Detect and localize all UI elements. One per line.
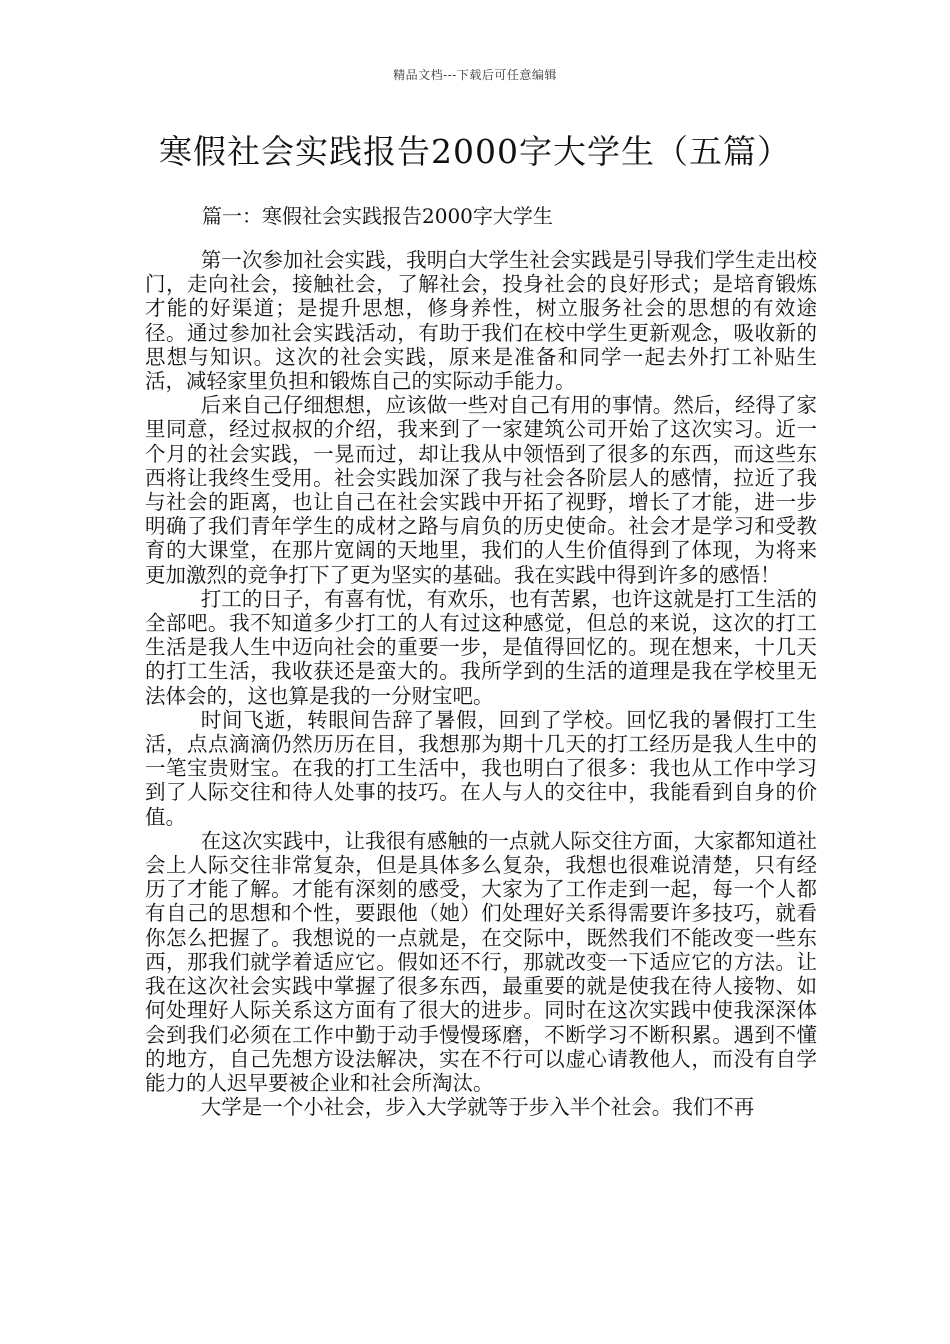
header-note: 精品文档---下载后可任意编辑 (393, 68, 557, 82)
paragraph: 时间飞逝，转眼间告辞了暑假，回到了学校。回忆我的暑假打工生活，点点滴滴仍然历历在目，我想那为期十几天的打工经历是我人生中的一笔宝贵财宝。在我的打工生活中，我也明白了很多：我也从工作中学习到了人际交往和待人处事的技巧。在人与人的交往中，我能看到自身的价值。 (145, 707, 817, 829)
section-title: 篇一：寒假社会实践报告2000字大学生 (202, 204, 553, 228)
paragraph: 第一次参加社会实践，我明白大学生社会实践是引导我们学生走出校门，走向社会，接触社会，了解社会，投身社会的良好形式；是培育锻炼才能的好渠道；是提升思想，修身养性，树立服务社会的思想的有效途径。通过参加社会实践活动，有助于我们在校中学生更新观念，吸收新的思想与知识。这次的社会实践，原来是准备和同学一起去外打工补贴生活，减轻家里负担和锻炼自己的实际动手能力。 (145, 248, 817, 394)
document-title: 寒假社会实践报告2000字大学生（五篇） (159, 132, 791, 171)
document-body (145, 248, 817, 1119)
paragraph: 打工的日子，有喜有忧，有欢乐，也有苦累，也许这就是打工生活的全部吧。我不知道多少打工的人有过这种感觉，但总的来说，这次的打工生活是我人生中迈向社会的重要一步，是值得回忆的。现在想来，十几天的打工生活，我收获还是蛮大的。我所学到的生活的道理是我在学校里无法体会的，这也算是我的一分财宝吧。 (145, 586, 817, 708)
paragraph: 大学是一个小社会，步入大学就等于步入半个社会。我们不再 (200, 1095, 755, 1120)
paragraph: 在这次实践中，让我很有感触的一点就人际交往方面，大家都知道社会上人际交往非常复杂，但是具体多么复杂，我想也很难说清楚，只有经历了才能了解。才能有深刻的感受，大家为了工作走到一起，每一个人都有自己的思想和个性，要跟他（她）们处理好关系得需要许多技巧，就看你怎么把握了。我想说的一点就是，在交际中，既然我们不能改变一些东西，那我们就学着适应它。假如还不行，那就改变一下适应它的方法。让我在这次社会实践中掌握了很多东西，最重要的就是使我在待人接物、如何处理好人际关系这方面有了很大的进步。同时在这次实践中使我深深体会到我们必须在工作中勤于动手慢慢琢磨，不断学习不断积累。遇到不懂的地方，自己先想方设法解决，实在不行可以虚心请教他人，而没有自学能力的人迟早要被企业和社会所淘汰。 (145, 828, 817, 1095)
paragraph: 后来自己仔细想想，应该做一些对自己有用的事情。然后，经得了家里同意，经过叔叔的介绍，我来到了一家建筑公司开始了这次实习。近一个月的社会实践，一晃而过，却让我从中领悟到了很多的东西，而这些东西将让我终生受用。社会实践加深了我与社会各阶层人的感情，拉近了我与社会的距离，也让自己在社会实践中开拓了视野，增长了才能，进一步明确了我们青年学生的成材之路与肩负的历史使命。社会才是学习和受教育的大课堂，在那片宽阔的天地里，我们的人生价值得到了体现，为将来更加激烈的竞争打下了更为坚实的基础。我在实践中得到许多的感悟！ (145, 393, 817, 587)
